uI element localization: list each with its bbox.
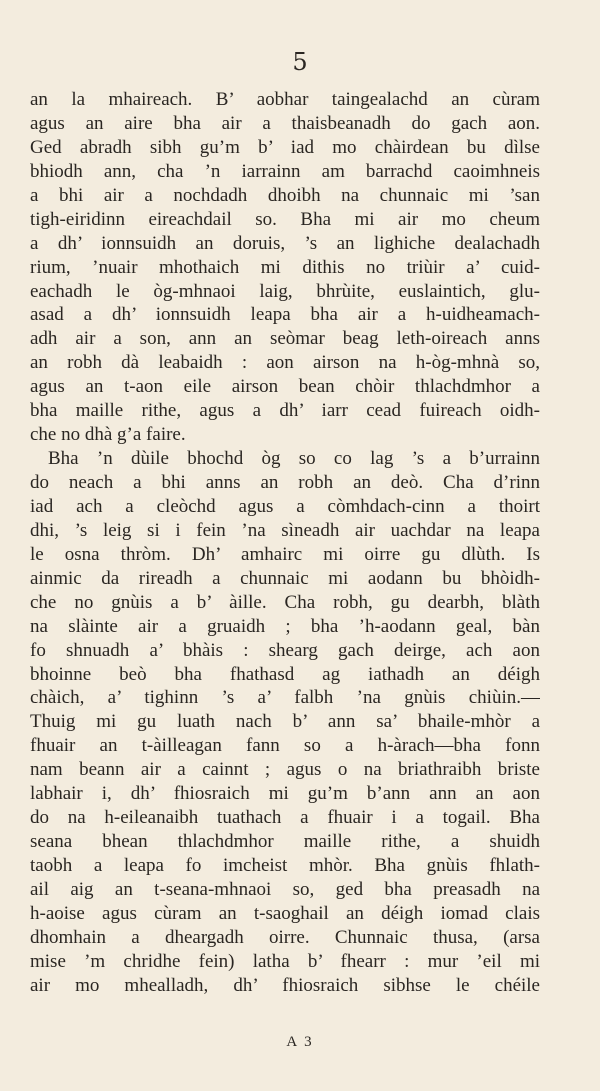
text-line: nam beann air a cainnt ; agus o na briathraibh briste xyxy=(30,759,540,781)
text-line: bha maille rithe, agus a dh’ iarr cead fuireach oidh- xyxy=(30,400,540,422)
text-line: do na h-eileanaibh tuathach a fhuair i a togail. Bha xyxy=(30,807,540,829)
text-line: ainmic da rireadh a chunnaic mi aodann bu bhòidh- xyxy=(30,567,540,589)
text-line: asad a dh’ ionnsuidh leapa bha air a h-uidheamach- xyxy=(30,304,540,326)
text-line: an la mhaireach. B’ aobhar taingealachd an cùram xyxy=(30,89,540,110)
text-line: tigh-eiridinn eireachdail so. Bha mi air mo cheum xyxy=(30,208,540,230)
text-line: Bha ’n dùile bhochd òg so co lag ’s a b’urrainn xyxy=(48,448,540,470)
text-line: fhuair an t-àilleagan fann so a h-àrach—bha fonn xyxy=(30,735,540,757)
text-line: fo shnuadh a’ bhàis : shearg gach deirge, ach aon xyxy=(30,639,540,661)
signature-mark: A 3 xyxy=(286,1034,314,1050)
text-line: dhomhain a dheargadh oirre. Chunnaic thusa, (arsa xyxy=(30,926,540,948)
text-line: a bhi air a nochdadh dhoibh na chunnaic mi ’san xyxy=(30,184,540,206)
text-line: an robh dà leabaidh : aon airson na h-òg-mhnà so, xyxy=(30,352,540,374)
text-line: a dh’ ionnsuidh an doruis, ’s an lighiche dealachadh xyxy=(30,232,540,254)
text-line: iad ach a cleòchd agus a còmhdach-cinn a thoirt xyxy=(30,495,540,517)
body-text xyxy=(30,88,540,998)
text-line: agus an aire bha air a thaisbeanadh do gach aon. xyxy=(30,112,540,134)
text-line: ail aig an t-seana-mhnaoi so, ged bha preasadh na xyxy=(30,878,540,900)
text-line: na slàinte air a gruaidh ; bha ’h-aodann geal, bàn xyxy=(30,615,540,637)
text-line: taobh a leapa fo imcheist mhòr. Bha gnùis fhlath- xyxy=(30,855,540,876)
text-line: mise ’m chridhe fein) latha b’ fhearr : mur ’eil mi xyxy=(30,950,540,972)
text-line: seana bhean thlachdmhor maille rithe, a shuidh xyxy=(30,831,540,853)
text-line: adh air a son, ann an seòmar beag leth-oireach anns xyxy=(30,328,540,350)
text-line: h-aoise agus cùram an t-saoghail an déigh iomad clais xyxy=(30,902,540,924)
text-line: bhoinne beò bha fhathasd ag iathadh an déigh xyxy=(30,663,540,685)
text-line: agus an t-aon eile airson bean chòir thlachdmhor a xyxy=(30,376,540,398)
text-line: bhiodh ann, cha ’n iarrainn am barrachd caoimhneis xyxy=(30,160,540,182)
text-line: che no gnùis a b’ àille. Cha robh, gu dearbh, blàth xyxy=(30,591,540,613)
page-number: 5 xyxy=(292,48,308,76)
text-line: labhair i, dh’ fhiosraich mi gu’m b’ann ann an aon xyxy=(30,783,540,805)
text-line: air mo mhealladh, dh’ fhiosraich sibhse le chéile xyxy=(30,974,540,996)
text-line: dhi, ’s leig si i fein ’na sìneadh air uachdar na leapa xyxy=(30,519,540,541)
text-line: chàich, a’ tighinn ’s a’ falbh ’na gnùis chiùin.— xyxy=(30,687,540,709)
text-line: Thuig mi gu luath nach b’ ann sa’ bhaile-mhòr a xyxy=(30,711,540,733)
text-line: do neach a bhi anns an robh an deò. Cha d’rinn xyxy=(30,472,540,493)
text-line: Ged abradh sibh gu’m b’ iad mo chàirdean bu dìlse xyxy=(30,136,540,158)
text-line: rium, ’nuair mhothaich mi dithis no triùir a’ cuid- xyxy=(30,256,540,278)
text-line: che no dhà g’a faire. xyxy=(30,424,186,446)
text-line: le osna thròm. Dh’ amhairc mi oirre gu dlùth. Is xyxy=(30,543,540,565)
text-line: eachadh le òg-mhnaoi laig, bhrùite, euslaintich, glu- xyxy=(30,280,540,302)
